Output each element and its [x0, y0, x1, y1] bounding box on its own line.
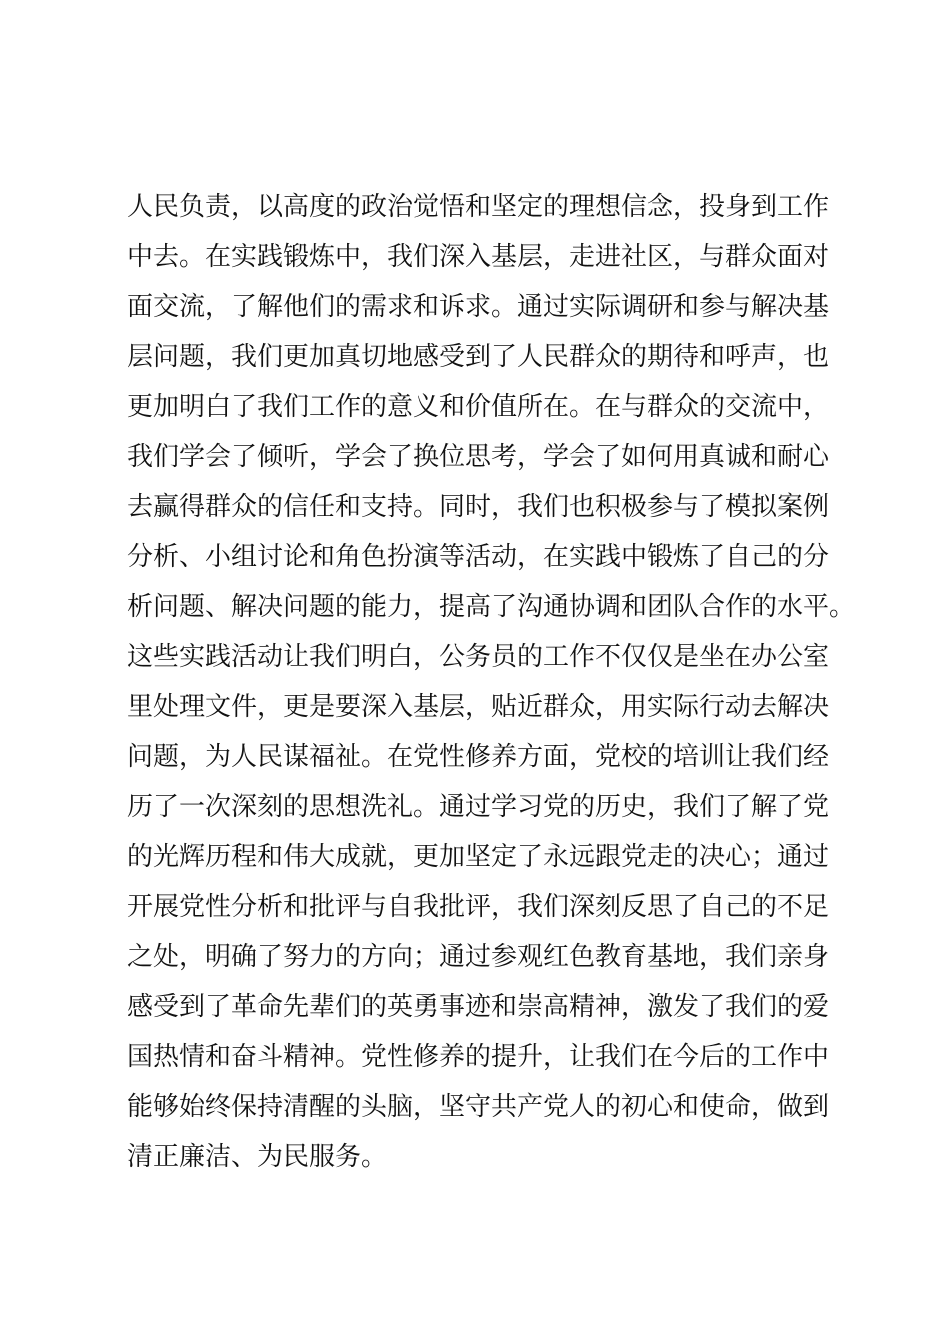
text-line: 感受到了革命先辈们的英勇事迹和崇高精神，激发了我们的爱	[127, 992, 830, 1022]
text-line: 里处理文件，更是要深入基层，贴近群众，用实际行动去解决	[127, 692, 830, 722]
text-line: 中去。在实践锻炼中，我们深入基层，走进社区，与群众面对	[127, 242, 830, 272]
text-line: 层问题，我们更加真切地感受到了人民群众的期待和呼声，也	[127, 342, 830, 372]
text-line: 去赢得群众的信任和支持。同时，我们也积极参与了模拟案例	[127, 492, 830, 522]
text-line: 能够始终保持清醒的头脑，坚守共产党人的初心和使命，做到	[127, 1092, 830, 1122]
text-line: 历了一次深刻的思想洗礼。通过学习党的历史，我们了解了党	[127, 792, 830, 822]
text-line: 人民负责，以高度的政治觉悟和坚定的理想信念，投身到工作	[127, 192, 830, 222]
text-line: 析问题、解决问题的能力，提高了沟通协调和团队合作的水平。	[127, 592, 856, 622]
text-line: 之处，明确了努力的方向；通过参观红色教育基地，我们亲身	[127, 942, 830, 972]
text-line: 面交流，了解他们的需求和诉求。通过实际调研和参与解决基	[127, 292, 830, 322]
text-line: 更加明白了我们工作的意义和价值所在。在与群众的交流中，	[127, 392, 830, 422]
text-line: 问题，为人民谋福祉。在党性修养方面，党校的培训让我们经	[127, 742, 830, 772]
text-line: 开展党性分析和批评与自我批评，我们深刻反思了自己的不足	[127, 892, 830, 922]
body-paragraph	[127, 182, 856, 1182]
text-line: 国热情和奋斗精神。党性修养的提升，让我们在今后的工作中	[127, 1042, 830, 1072]
text-line: 我们学会了倾听，学会了换位思考，学会了如何用真诚和耐心	[127, 442, 830, 472]
text-line: 分析、小组讨论和角色扮演等活动，在实践中锻炼了自己的分	[127, 542, 830, 572]
text-line: 清正廉洁、为民服务。	[127, 1142, 388, 1172]
text-line: 的光辉历程和伟大成就，更加坚定了永远跟党走的决心；通过	[127, 842, 830, 872]
text-line: 这些实践活动让我们明白，公务员的工作不仅仅是坐在办公室	[127, 642, 830, 672]
